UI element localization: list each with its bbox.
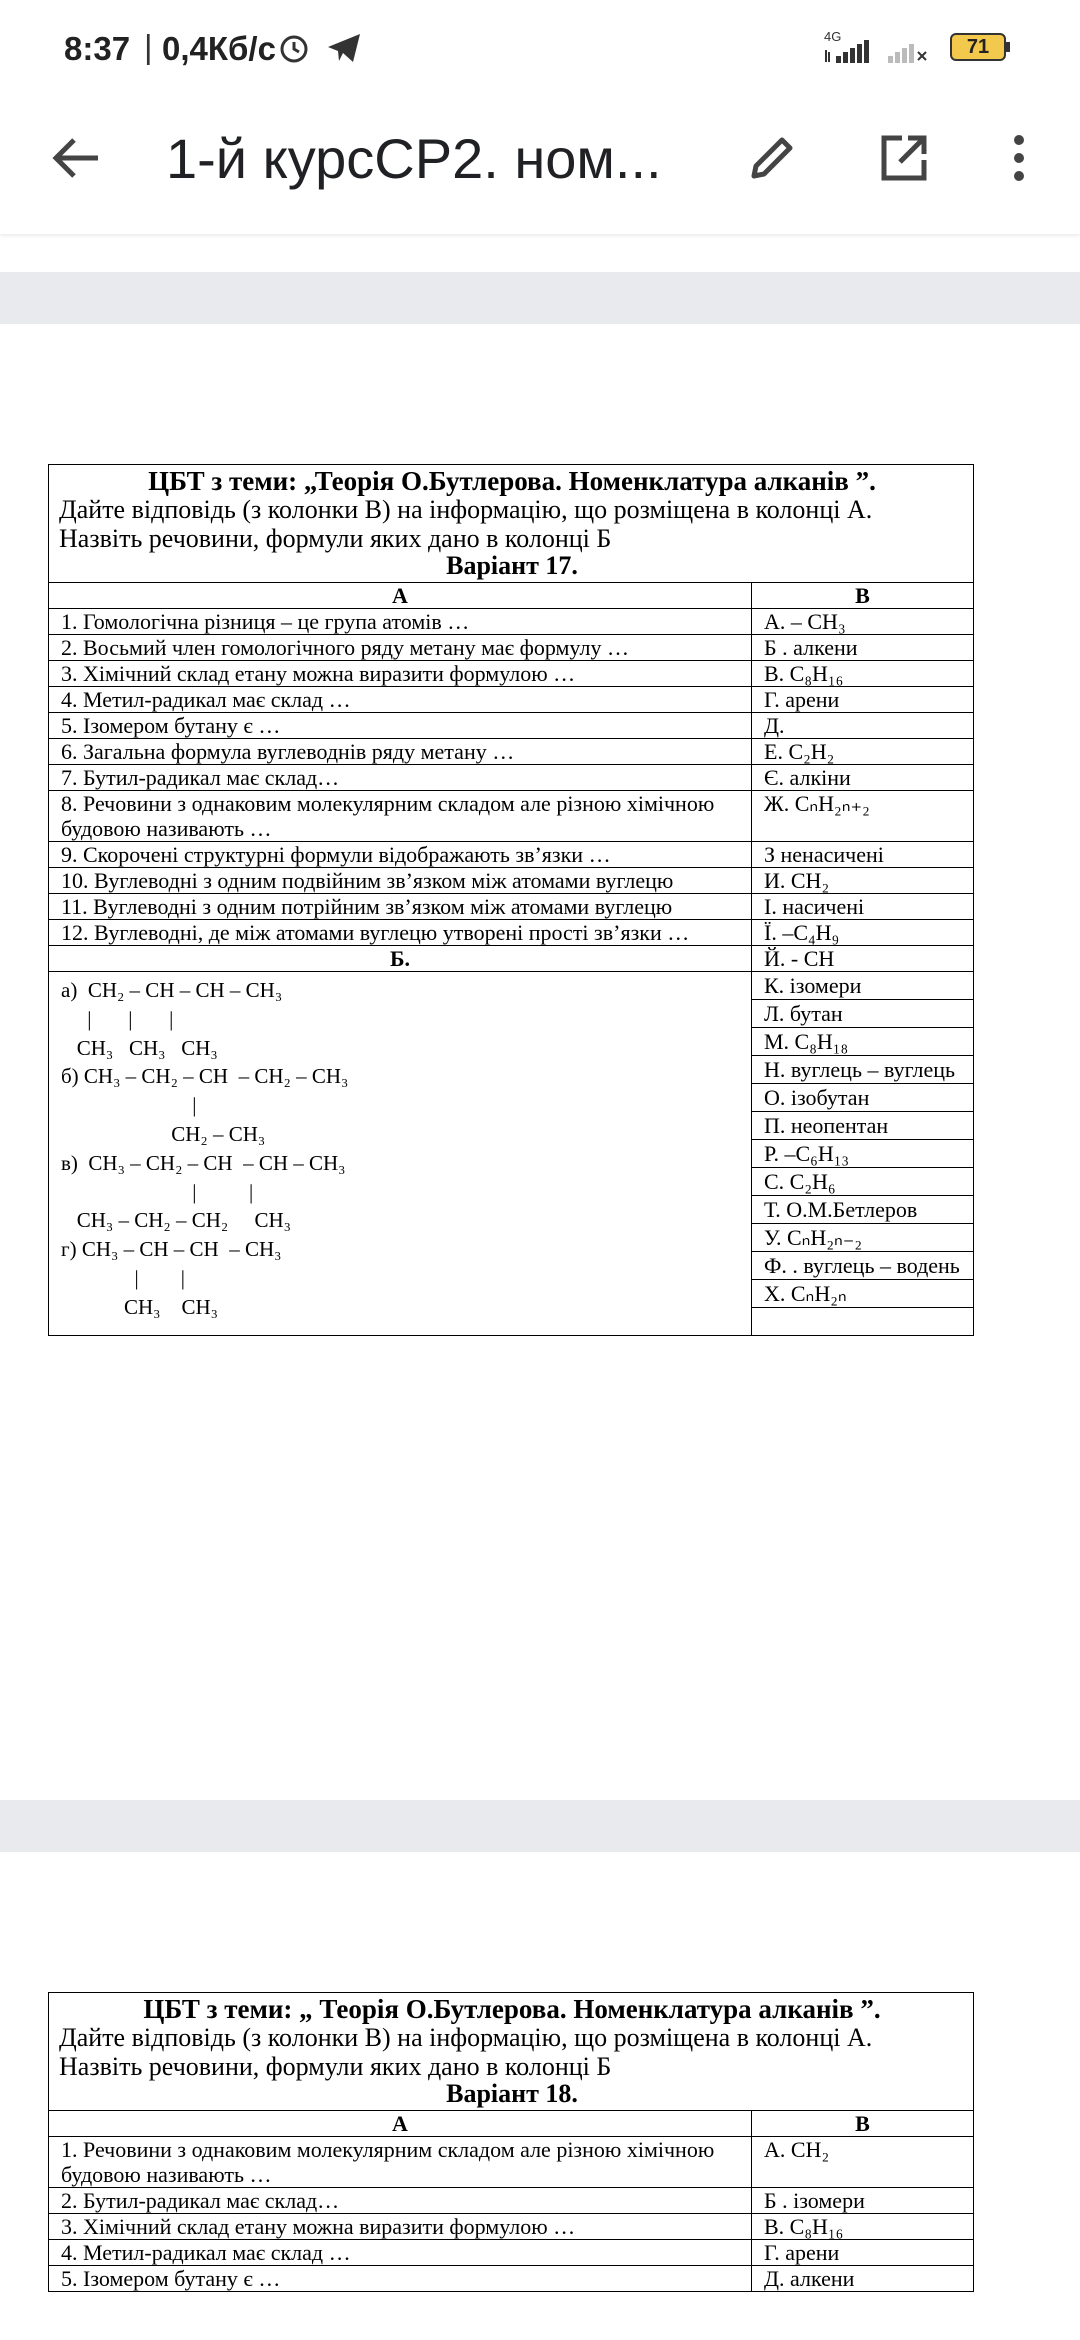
table-row	[49, 2240, 973, 2266]
question-text: 3. Хімічний склад етану можна виразити формулою …	[49, 2214, 752, 2239]
test-sheet-variant-17	[48, 464, 974, 1336]
answer-option: Н. вуглець – вуглець	[752, 1056, 973, 1084]
table-row	[49, 687, 973, 713]
header-instruction-2: Назвіть речовини, формули яких дано в колонці Б	[59, 2052, 612, 2081]
open-external-icon[interactable]	[876, 130, 932, 186]
answer-option: К. ізомери	[752, 972, 973, 1000]
answer-option: Г. арени	[764, 687, 840, 712]
question-text: 12. Вуглеводні, де між атомами вуглецю утворені прості зв’язки …	[49, 920, 752, 945]
column-b-header: В	[855, 583, 870, 608]
status-bar	[0, 0, 1080, 100]
question-text: 11. Вуглеводні з одним потрійним зв’язком між атомами вуглецю	[49, 894, 752, 919]
column-a-header: А	[49, 583, 752, 608]
table-row	[49, 920, 973, 946]
section-b-header-row	[49, 946, 973, 972]
structural-formulas	[49, 972, 752, 1335]
more-vert-icon[interactable]	[1004, 130, 1034, 186]
table-row	[49, 2188, 973, 2214]
question-table	[49, 2111, 973, 2291]
answer-option: Ж. CₙH₂ₙ₊₂	[764, 791, 870, 816]
answer-option: М. C₈H₁₈	[752, 1028, 973, 1056]
answer-option: Х. CₙH₂ₙ	[752, 1280, 973, 1308]
question-table	[49, 583, 973, 1335]
table-row	[49, 868, 973, 894]
status-speed: 0,4Кб/с	[162, 30, 276, 67]
battery-level: 71	[966, 36, 990, 58]
document-page-2	[0, 1852, 1080, 2340]
table-row	[49, 2266, 973, 2291]
question-text: 2. Восьмий член гомологічного ряду метану має формулу …	[49, 635, 752, 660]
answer-option: В. C₈H₁₆	[764, 661, 844, 686]
section-b-label: Б.	[49, 946, 752, 971]
answer-option: П. неопентан	[752, 1112, 973, 1140]
table-row	[49, 609, 973, 635]
page-separator	[0, 1800, 1080, 1852]
question-text: 4. Метил-радикал має склад …	[49, 2240, 752, 2265]
answer-option: В. C₈H₁₆	[764, 2214, 844, 2239]
question-text: 1. Речовини з однаковим молекулярним складом але різною хімічною будовою називають …	[49, 2137, 752, 2187]
telegram-icon	[326, 32, 362, 64]
column-a-header: А	[49, 2111, 752, 2136]
question-text: 4. Метил-радикал має склад …	[49, 687, 752, 712]
question-text: 8. Речовини з однаковим молекулярним складом але різною хімічною будовою називають …	[49, 791, 752, 841]
answer-option: Ї. –C₄H₉	[764, 920, 840, 945]
column-b-header: В	[855, 2111, 870, 2136]
answer-list-b	[752, 972, 973, 1335]
question-text: 3. Хімічний склад етану можна виразити формулою …	[49, 661, 752, 686]
structures-row	[49, 972, 973, 1335]
answer-option: І. насичені	[764, 894, 865, 919]
signal-icon	[818, 28, 940, 66]
question-text: 10. Вуглеводні з одним подвійним зв’язком між атомами вуглецю	[49, 868, 752, 893]
back-arrow-icon[interactable]	[50, 132, 102, 184]
header-topic: ЦБТ з теми: „Теорія О.Бутлерова. Номенклатура алканів ”.	[148, 466, 876, 496]
answer-option: Е. C₂H₂	[764, 739, 835, 764]
status-separator: |	[144, 28, 153, 65]
table-row	[49, 2137, 973, 2188]
document-page-1	[0, 324, 1080, 1800]
answer-option: Й. - CH	[764, 946, 835, 971]
question-text: 5. Ізомером бутану є …	[49, 713, 752, 738]
edit-pencil-icon[interactable]	[744, 130, 800, 186]
question-text: 1. Гомологічна різниця – це група атомів …	[49, 609, 752, 634]
question-text: 5. Ізомером бутану є …	[49, 2266, 752, 2291]
table-row	[49, 661, 973, 687]
table-header-row	[49, 2111, 973, 2137]
table-row	[49, 765, 973, 791]
sheet-header	[49, 465, 973, 583]
variant-label: Варіант 18.	[446, 2079, 578, 2108]
answer-option: А. CH₂	[764, 2137, 830, 2162]
alarm-icon	[278, 32, 310, 64]
header-instruction: Дайте відповідь (з колонки В) на інформацію, що розміщена в колонці А.	[59, 2023, 873, 2052]
test-sheet-variant-18	[48, 1992, 974, 2292]
answer-option: З ненасичені	[764, 842, 884, 867]
formula-c: в) CH₃ – CH₂ – CH – CH – CH₃ | | CH₃ – CH₂ – CH₂ CH₃	[61, 1150, 346, 1233]
question-text: 6. Загальна формула вуглеводнів ряду метану …	[49, 739, 752, 764]
question-text: 7. Бутил-радикал має склад…	[49, 765, 752, 790]
table-row	[49, 894, 973, 920]
network-type-label: 4G	[824, 29, 842, 44]
answer-option: Б . алкени	[764, 635, 858, 660]
answer-option: Д.	[764, 713, 785, 738]
table-header-row	[49, 583, 973, 609]
answer-option: Л. бутан	[752, 1000, 973, 1028]
document-title: 1-й курсСР2. ном...	[166, 127, 662, 190]
table-row	[49, 739, 973, 765]
answer-option: Р. –C₆H₁₃	[752, 1140, 973, 1168]
answer-option: Т. О.М.Бетлеров	[752, 1196, 973, 1224]
formula-b: б) CH₃ – CH₂ – CH – CH₂ – CH₃ | CH₂ – CH₃	[61, 1064, 349, 1146]
status-time: 8:37	[64, 30, 131, 67]
question-text: 9. Скорочені структурні формули відображають зв’язки …	[49, 842, 752, 867]
header-topic: ЦБТ з теми: „ Теорія О.Бутлерова. Номенклатура алканів ”.	[143, 1994, 881, 2024]
answer-option: С. C₂H₆	[752, 1168, 973, 1196]
table-row	[49, 791, 973, 842]
answer-option: О. ізобутан	[752, 1084, 973, 1112]
sheet-header	[49, 1993, 973, 2111]
variant-label: Варіант 17.	[446, 551, 578, 580]
formula-d: г) CH₃ – CH – CH – CH₃ | | CH₃ CH₃	[61, 1237, 282, 1319]
question-text: 2. Бутил-радикал має склад…	[49, 2188, 752, 2213]
page-separator	[0, 272, 1080, 324]
answer-option: У. CₙH₂ₙ₋₂	[752, 1224, 973, 1252]
answer-option: И. CH₂	[764, 868, 830, 893]
table-row	[49, 635, 973, 661]
answer-option: А. – CH₃	[764, 609, 846, 634]
formula-a: а) CH₂ – CH – CH – CH₃ | | | CH₃ CH₃ CH₃	[61, 978, 283, 1060]
header-instruction-2: Назвіть речовини, формули яких дано в колонці Б	[59, 524, 612, 553]
table-row	[49, 2214, 973, 2240]
table-row	[49, 842, 973, 868]
answer-option: Б . ізомери	[764, 2188, 865, 2213]
answer-option	[752, 1308, 973, 1335]
table-row	[49, 713, 973, 739]
answer-option: Д. алкени	[764, 2266, 855, 2291]
answer-option: Є. алкіни	[764, 765, 851, 790]
header-instruction: Дайте відповідь (з колонки В) на інформацію, що розміщена в колонці А.	[59, 495, 873, 524]
app-bar	[0, 100, 1080, 234]
answer-option: Ф. . вуглець – водень	[752, 1252, 973, 1280]
answer-option: Г. арени	[764, 2240, 840, 2265]
